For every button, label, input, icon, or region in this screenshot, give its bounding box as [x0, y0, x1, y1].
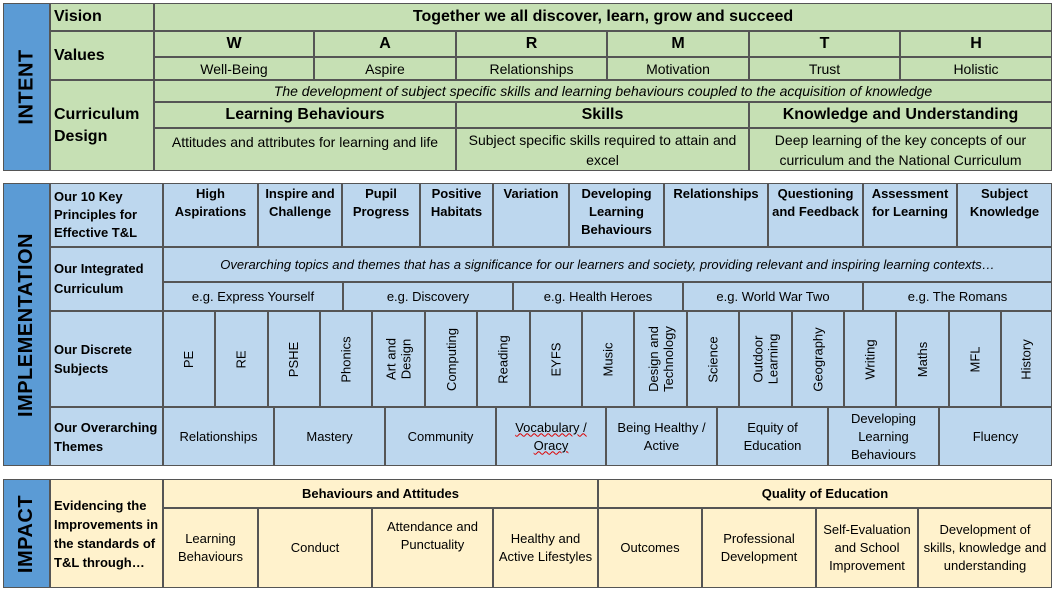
- theme-cell: Fluency: [939, 407, 1052, 466]
- subject-cell: PSHE: [268, 311, 320, 407]
- impact-item: Attendance and Punctuality: [372, 508, 493, 588]
- value-letter: R: [456, 31, 607, 57]
- subject-cell: Writing: [844, 311, 896, 407]
- impact-group-behaviours: Behaviours and Attitudes: [163, 479, 598, 508]
- subject-cell: Maths: [896, 311, 949, 407]
- value-letter: H: [900, 31, 1052, 57]
- subject-cell: Computing: [425, 311, 477, 407]
- subject-cell: Art and Design: [372, 311, 425, 407]
- vision-label: Vision: [50, 3, 154, 31]
- impact-item: Professional Development: [702, 508, 816, 588]
- principle-cell: Inspire and Challenge: [258, 183, 342, 247]
- principle-cell: Developing Learning Behaviours: [569, 183, 664, 247]
- pillar-text: Deep learning of the key concepts of our curriculum and the National Curriculum: [749, 128, 1052, 171]
- principle-cell: Questioning and Feedback: [768, 183, 863, 247]
- integrated-curriculum-label: Our Integrated Curriculum: [50, 247, 163, 311]
- pillar-title: Skills: [456, 102, 749, 128]
- curriculum-statement: The development of subject specific skills and learning behaviours coupled to the acquisition of knowledge: [154, 80, 1052, 102]
- topic-example: e.g. The Romans: [863, 282, 1052, 311]
- theme-cell: Mastery: [274, 407, 385, 466]
- impact-heading: IMPACT: [15, 494, 38, 573]
- principles-label: Our 10 Key Principles for Effective T&L: [50, 183, 163, 247]
- pillar-title: Knowledge and Understanding: [749, 102, 1052, 128]
- value-letter: M: [607, 31, 749, 57]
- impact-item: Self-Evaluation and School Improvement: [816, 508, 918, 588]
- topic-example: e.g. Express Yourself: [163, 282, 343, 311]
- theme-cell: Equity of Education: [717, 407, 828, 466]
- impact-section-label: [3, 479, 50, 588]
- topic-example: e.g. Health Heroes: [513, 282, 683, 311]
- theme-cell: Relationships: [163, 407, 274, 466]
- topic-example: e.g. Discovery: [343, 282, 513, 311]
- value-word: Motivation: [607, 57, 749, 80]
- subject-cell: Science: [687, 311, 739, 407]
- implementation-section-label: [3, 183, 50, 466]
- principle-cell: Pupil Progress: [342, 183, 420, 247]
- curriculum-design-label: Curriculum Design: [50, 80, 154, 171]
- subject-cell: MFL: [949, 311, 1001, 407]
- subject-cell: RE: [215, 311, 268, 407]
- principle-cell: Subject Knowledge: [957, 183, 1052, 247]
- impact-item: Learning Behaviours: [163, 508, 258, 588]
- subject-cell: Reading: [477, 311, 530, 407]
- pillar-text: Subject specific skills required to attain and excel: [456, 128, 749, 171]
- integrated-curriculum-statement: Overarching topics and themes that has a significance for our learners and society, providing relevant and inspiring learning contexts…: [163, 247, 1052, 282]
- discrete-subjects-label: Our Discrete Subjects: [50, 311, 163, 407]
- value-word: Trust: [749, 57, 900, 80]
- impact-item: Outcomes: [598, 508, 702, 588]
- intent-section-label: [3, 3, 50, 171]
- value-word: Holistic: [900, 57, 1052, 80]
- pillar-text: Attitudes and attributes for learning and life: [154, 128, 456, 171]
- theme-cell: Community: [385, 407, 496, 466]
- principle-cell: Relationships: [664, 183, 768, 247]
- impact-item: Conduct: [258, 508, 372, 588]
- value-letter: A: [314, 31, 456, 57]
- impact-label: Evidencing the Improvements in the standards of T&L through…: [50, 479, 163, 588]
- theme-cell: Developing Learning Behaviours: [828, 407, 939, 466]
- subject-cell: Design and Technology: [634, 311, 687, 407]
- pillar-title: Learning Behaviours: [154, 102, 456, 128]
- impact-group-quality: Quality of Education: [598, 479, 1052, 508]
- impact-item: Healthy and Active Lifestyles: [493, 508, 598, 588]
- subject-cell: Outdoor Learning: [739, 311, 792, 407]
- principle-cell: Variation: [493, 183, 569, 247]
- theme-cell: Vocabulary / Oracy: [496, 407, 606, 466]
- value-letter: W: [154, 31, 314, 57]
- principle-cell: Assessment for Learning: [863, 183, 957, 247]
- subject-cell: EYFS: [530, 311, 582, 407]
- theme-cell: Being Healthy / Active: [606, 407, 717, 466]
- intent-heading: INTENT: [15, 49, 38, 125]
- value-word: Relationships: [456, 57, 607, 80]
- vision-statement: Together we all discover, learn, grow and succeed: [154, 3, 1052, 31]
- principle-cell: High Aspirations: [163, 183, 258, 247]
- subject-cell: History: [1001, 311, 1052, 407]
- values-label: Values: [50, 31, 154, 80]
- subject-cell: Phonics: [320, 311, 372, 407]
- value-letter: T: [749, 31, 900, 57]
- impact-item: Development of skills, knowledge and understanding: [918, 508, 1052, 588]
- topic-example: e.g. World War Two: [683, 282, 863, 311]
- subject-cell: Geography: [792, 311, 844, 407]
- implementation-heading: IMPLEMENTATION: [15, 232, 38, 417]
- value-word: Aspire: [314, 57, 456, 80]
- subject-cell: PE: [163, 311, 215, 407]
- value-word: Well-Being: [154, 57, 314, 80]
- principle-cell: Positive Habitats: [420, 183, 493, 247]
- overarching-themes-label: Our Overarching Themes: [50, 407, 163, 466]
- subject-cell: Music: [582, 311, 634, 407]
